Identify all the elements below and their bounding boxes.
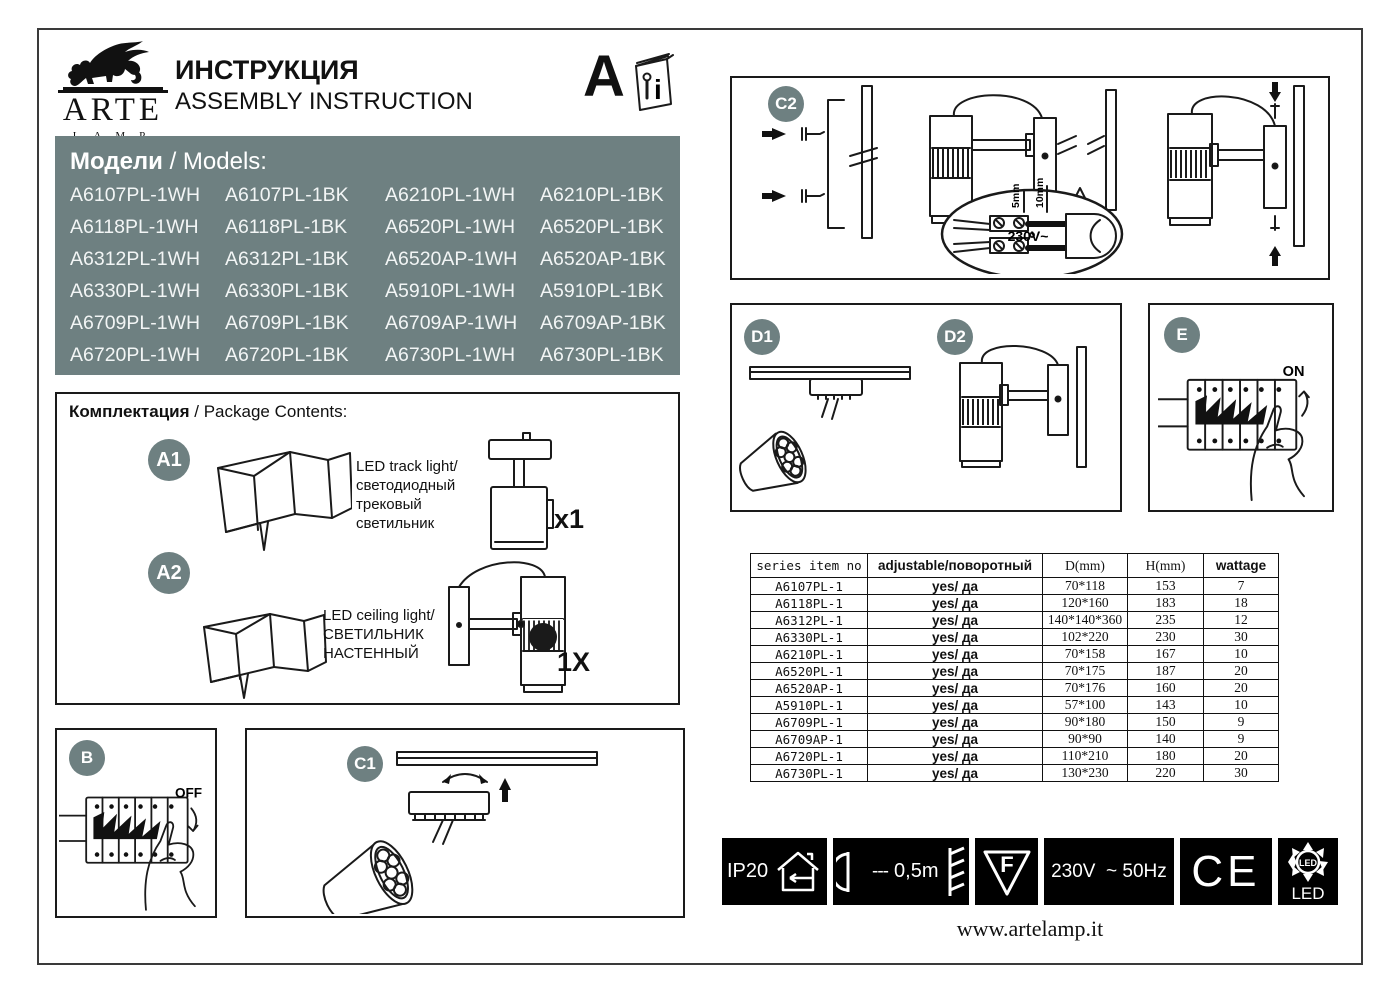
spec-cell: 70*118 — [1043, 578, 1128, 595]
model-code: A6118PL-1BK — [225, 216, 348, 238]
finished-mount-diagram — [732, 305, 1116, 506]
models-title-en: / Models: — [162, 148, 267, 175]
winged-lion-icon — [61, 40, 165, 92]
spec-cell: 70*176 — [1043, 680, 1128, 697]
model-code: A6210PL-1WH — [385, 184, 516, 206]
breaker-on-icon — [1158, 343, 1324, 503]
models-grid — [55, 180, 680, 367]
model-code: A6312PL-1BK — [225, 248, 349, 270]
spec-table-body — [751, 578, 1279, 782]
track-mounting-diagram — [247, 730, 683, 914]
step-badge-d2: D2 — [937, 319, 973, 355]
step-b-panel — [55, 728, 217, 918]
model-code: A6520PL-1BK — [540, 216, 664, 238]
spec-cell: yes/ да — [868, 646, 1043, 663]
spec-header-cell: adjustable/поворотный — [868, 554, 1043, 578]
spec-cell: 57*100 — [1043, 697, 1128, 714]
spec-header-cell: H(mm) — [1128, 554, 1204, 578]
spec-cell: 10 — [1204, 697, 1279, 714]
spec-cell: 30 — [1204, 765, 1279, 782]
led-box — [1278, 838, 1338, 905]
spec-cell: A6720PL-1 — [751, 748, 868, 765]
spec-cell: 140 — [1128, 731, 1204, 748]
certification-strip — [722, 838, 1338, 905]
ip20-label: IP20 — [726, 860, 769, 882]
step-c2-panel — [730, 76, 1330, 280]
label-line: светодиодный — [356, 477, 456, 494]
step-badge-a1: A1 — [148, 439, 190, 481]
models-title-ru: Модели — [70, 148, 163, 175]
model-code: A6210PL-1BK — [540, 184, 664, 206]
track-light-icon — [462, 430, 567, 560]
spec-cell: 7 — [1204, 578, 1279, 595]
spec-cell: 20 — [1204, 663, 1279, 680]
label-line: СВЕТИЛЬНИК — [323, 626, 424, 643]
spec-header-cell: wattage — [1204, 554, 1279, 578]
spec-cell: 9 — [1204, 731, 1279, 748]
spec-cell: yes/ да — [868, 578, 1043, 595]
spec-cell: 187 — [1128, 663, 1204, 680]
spec-row — [751, 595, 1279, 612]
spec-cell: 150 — [1128, 714, 1204, 731]
spec-cell: 102*220 — [1043, 629, 1128, 646]
step-c1-panel — [245, 728, 685, 918]
led-label: LED — [1291, 883, 1325, 902]
models-title — [55, 136, 680, 180]
spec-cell: 18 — [1204, 595, 1279, 612]
arte-lamp-logo — [58, 40, 168, 142]
spec-cell: 160 — [1128, 680, 1204, 697]
spec-cell: 180 — [1128, 748, 1204, 765]
model-code: A6720PL-1WH — [70, 344, 201, 366]
min-distance-box — [833, 838, 969, 905]
spec-row — [751, 612, 1279, 629]
spec-row — [751, 731, 1279, 748]
model-code: A6520AP-1BK — [540, 248, 666, 270]
distance-value: 0,5m — [894, 860, 939, 882]
spec-cell: A6210PL-1 — [751, 646, 868, 663]
package-item-label — [356, 457, 458, 533]
open-box-icon — [190, 597, 335, 702]
surface-hatch-icon — [944, 846, 966, 898]
spec-cell: A6520PL-1 — [751, 663, 868, 680]
spec-cell: 230 — [1128, 629, 1204, 646]
step-badge-c2: C2 — [768, 86, 804, 122]
booklet-icon — [627, 52, 679, 119]
label-line: трековый — [356, 496, 422, 513]
model-code: A6730PL-1BK — [540, 344, 664, 366]
spec-cell: 140*140*360 — [1043, 612, 1128, 629]
f-mark-box — [975, 838, 1037, 905]
spec-cell: A6312PL-1 — [751, 612, 868, 629]
spec-row — [751, 748, 1279, 765]
spec-cell: 20 — [1204, 748, 1279, 765]
spec-row — [751, 697, 1279, 714]
label-line: светильник — [356, 515, 435, 532]
step-badge-d1: D1 — [744, 319, 780, 355]
ce-mark: CE — [1191, 846, 1261, 896]
spec-cell: yes/ да — [868, 714, 1043, 731]
spec-cell: A6709AP-1 — [751, 731, 868, 748]
on-label: ON — [1282, 363, 1305, 380]
spec-cell: 90*180 — [1043, 714, 1128, 731]
model-code: A6709AP-1WH — [385, 312, 518, 334]
spec-cell: 90*90 — [1043, 731, 1128, 748]
f-mark-icon — [981, 846, 1033, 898]
spec-cell: A5910PL-1 — [751, 697, 868, 714]
step-e-panel — [1148, 303, 1334, 512]
quantity-a1: x1 — [554, 504, 585, 534]
spec-cell: 130*230 — [1043, 765, 1128, 782]
spec-row — [751, 629, 1279, 646]
title-russian: ИНСТРУКЦИЯ — [175, 55, 359, 85]
wall-light-icon — [437, 559, 572, 699]
spec-cell: 143 — [1128, 697, 1204, 714]
spec-cell: A6330PL-1 — [751, 629, 868, 646]
spec-row — [751, 646, 1279, 663]
spec-cell: yes/ да — [868, 629, 1043, 646]
spec-row — [751, 578, 1279, 595]
booklet-info-glyph: i — [654, 74, 662, 105]
model-code: A6720PL-1BK — [225, 344, 349, 366]
spec-header-cell: D(mm) — [1043, 554, 1128, 578]
spec-cell: A6107PL-1 — [751, 578, 868, 595]
spec-row — [751, 714, 1279, 731]
spec-cell: 70*158 — [1043, 646, 1128, 663]
label-line: LED track light/ — [356, 458, 458, 475]
model-code: A6107PL-1BK — [225, 184, 349, 206]
voltage-box — [1044, 838, 1174, 905]
spec-cell: A6709PL-1 — [751, 714, 868, 731]
step-badge-a2: A2 — [148, 552, 190, 594]
strip-5mm-label: 5mm — [1010, 183, 1022, 208]
spec-cell: yes/ да — [868, 663, 1043, 680]
distance-dashes: --- — [872, 860, 889, 882]
spec-table-head — [751, 554, 1279, 578]
open-box-icon — [202, 432, 352, 557]
label-line: LED ceiling light/ — [323, 607, 435, 624]
spec-cell: 167 — [1128, 646, 1204, 663]
spec-header-row — [751, 554, 1279, 578]
model-code: A6520PL-1WH — [385, 216, 516, 238]
led-center-label: LED — [1298, 857, 1317, 868]
spec-cell: yes/ да — [868, 680, 1043, 697]
spec-cell: 183 — [1128, 595, 1204, 612]
model-code: A6312PL-1WH — [70, 248, 201, 270]
ce-box — [1180, 838, 1272, 905]
spec-row — [751, 663, 1279, 680]
model-code: A6709PL-1WH — [70, 312, 201, 334]
ip20-indoor-box — [722, 838, 827, 905]
model-code: A5910PL-1BK — [540, 280, 664, 302]
spec-cell: yes/ да — [868, 595, 1043, 612]
step-badge-c1: C1 — [347, 746, 383, 782]
step-badge-e: E — [1164, 317, 1200, 353]
spec-cell: 120*160 — [1043, 595, 1128, 612]
spec-cell: yes/ да — [868, 748, 1043, 765]
lamp-symbol-icon — [836, 850, 866, 894]
model-code: A6730PL-1WH — [385, 344, 516, 366]
spec-cell: A6118PL-1 — [751, 595, 868, 612]
spec-cell: 110*210 — [1043, 748, 1128, 765]
step-d-panel — [730, 303, 1122, 512]
section-letter: A — [583, 44, 625, 109]
spec-cell: 20 — [1204, 680, 1279, 697]
voltage-label: 230V ~ 50Hz — [1051, 860, 1167, 882]
spec-cell: 30 — [1204, 629, 1279, 646]
package-contents-panel — [55, 392, 680, 705]
model-code: A6330PL-1WH — [70, 280, 201, 302]
spec-cell: 220 — [1128, 765, 1204, 782]
package-title-en: / Package Contents: — [189, 402, 348, 421]
model-code: A6118PL-1WH — [70, 216, 199, 238]
brand-name: ARTE — [58, 90, 168, 128]
spec-cell: 70*175 — [1043, 663, 1128, 680]
title-english: ASSEMBLY INSTRUCTION — [175, 88, 473, 115]
voltage-230v-label: 230V~ — [1007, 228, 1049, 244]
package-item-label — [323, 606, 435, 663]
package-title-ru: Комплектация — [69, 402, 190, 421]
spec-cell: yes/ да — [868, 765, 1043, 782]
label-line: НАСТЕННЫЙ — [323, 645, 419, 662]
led-sun-icon — [1280, 842, 1336, 902]
spec-cell: yes/ да — [868, 697, 1043, 714]
spec-row — [751, 765, 1279, 782]
quantity-a2: 1X — [557, 647, 591, 677]
spec-cell: A6730PL-1 — [751, 765, 868, 782]
spec-cell: 12 — [1204, 612, 1279, 629]
model-code: A6330PL-1BK — [225, 280, 349, 302]
off-label: OFF — [174, 785, 203, 801]
spec-row — [751, 680, 1279, 697]
spec-cell: 9 — [1204, 714, 1279, 731]
spec-cell: 153 — [1128, 578, 1204, 595]
indoor-use-icon — [774, 848, 822, 896]
models-panel — [55, 136, 680, 375]
f-mark-letter: F — [999, 851, 1014, 877]
spec-cell: yes/ да — [868, 731, 1043, 748]
model-code: A6709PL-1BK — [225, 312, 349, 334]
wall-wiring-diagram — [732, 78, 1324, 274]
strip-10mm-label: 10mm — [1034, 177, 1046, 208]
spec-cell: 10 — [1204, 646, 1279, 663]
model-code: A6107PL-1WH — [70, 184, 201, 206]
model-code: A5910PL-1WH — [385, 280, 516, 302]
spec-table — [750, 553, 1279, 782]
package-title — [69, 402, 347, 422]
spec-cell: yes/ да — [868, 612, 1043, 629]
spec-cell: A6520AP-1 — [751, 680, 868, 697]
spec-header-cell: series item no — [751, 554, 868, 578]
step-badge-b: B — [69, 740, 105, 776]
website-url: www.artelamp.it — [956, 916, 1104, 941]
breaker-off-icon — [59, 760, 213, 912]
model-code: A6709AP-1BK — [540, 312, 666, 334]
model-code: A6520AP-1WH — [385, 248, 518, 270]
spec-cell: 235 — [1128, 612, 1204, 629]
